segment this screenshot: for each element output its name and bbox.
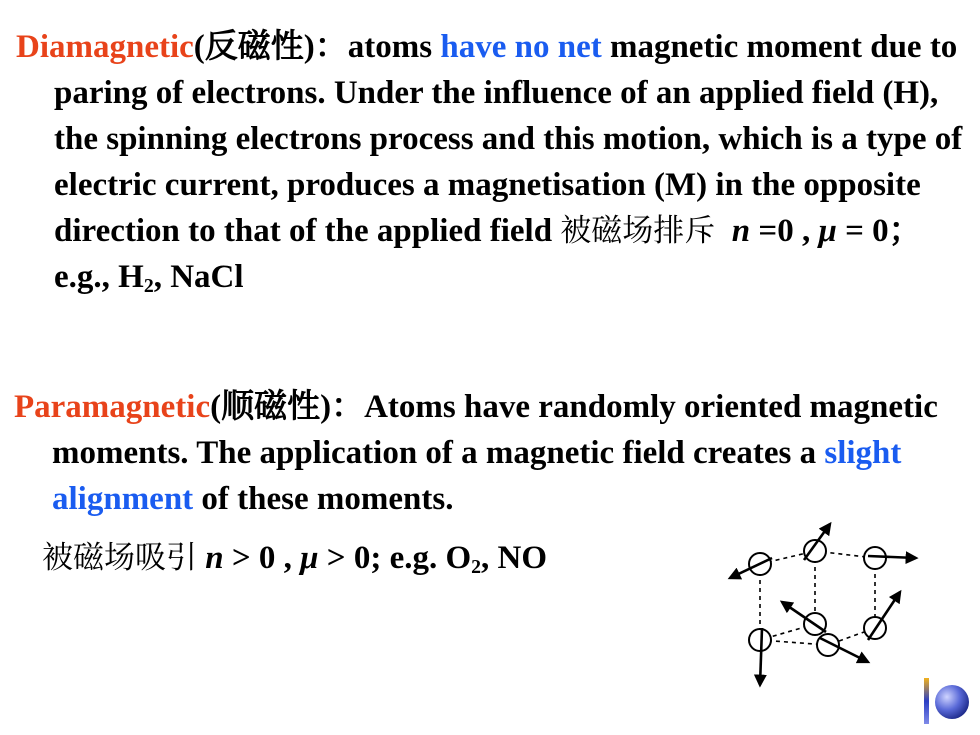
corner-logo-icon	[924, 678, 972, 724]
paramagnetic-tail: of these moments.	[193, 481, 454, 517]
diamagnetic-mu-symbol: μ	[818, 213, 837, 249]
paramagnetic-mu-symbol: μ	[300, 540, 319, 576]
diamagnetic-colon: ：	[314, 29, 348, 65]
paramagnetic-term: Paramagnetic	[14, 389, 211, 425]
diamagnetic-paragraph	[16, 24, 971, 300]
diamagnetic-highlight: have no net	[440, 29, 602, 65]
diamagnetic-example-prefix: e.g., H	[54, 259, 144, 295]
diamagnetic-semicolon: ；	[888, 213, 922, 249]
diamagnetic-lead: atoms	[347, 29, 441, 65]
paramagnetic-zh-effect: 被磁场吸引	[42, 540, 197, 576]
diamagnetic-term: Diamagnetic	[16, 29, 194, 65]
diamagnetic-example	[54, 259, 244, 295]
diamagnetic-n-symbol: n	[731, 213, 751, 249]
spin-lattice-diagram	[720, 520, 920, 695]
paramagnetic-mu-value: > 0; e.g. O	[318, 540, 472, 576]
paramagnetic-o2-subscript: 2	[471, 555, 482, 578]
paramagnetic-formula-line	[42, 535, 547, 581]
diamagnetic-example-subscript: 2	[143, 274, 154, 297]
paramagnetic-paragraph	[14, 384, 969, 522]
paramagnetic-n-value: > 0 ,	[223, 540, 301, 576]
paramagnetic-n-symbol: n	[205, 540, 224, 576]
diamagnetic-body: magnetic moment due to paring of electrons. Under the influence of an applied field (H), the spinning electrons process and this motion, which is a type of electric current, produces a magnetisation (M) in the opposite direction to that of the applied field	[54, 29, 963, 249]
diamagnetic-example-suffix: , NaCl	[153, 259, 244, 295]
diamagnetic-zh-effect: 被磁场排斥	[560, 213, 716, 249]
paramagnetic-highlight: slight alignment	[52, 435, 902, 517]
diamagnetic-n-value: =0 ,	[750, 213, 819, 249]
paramagnetic-lead: Atoms have randomly oriented magnetic moments. The application of a magnetic field creates a	[52, 389, 938, 471]
spin-atoms	[749, 540, 886, 656]
paramagnetic-zh-term: (顺磁性)	[210, 389, 332, 425]
paramagnetic-example-tail: , NO	[481, 540, 548, 576]
diamagnetic-mu-value: = 0	[836, 213, 889, 249]
diamagnetic-zh-term: (反磁性)	[193, 29, 315, 65]
paramagnetic-colon: ：	[331, 389, 365, 425]
